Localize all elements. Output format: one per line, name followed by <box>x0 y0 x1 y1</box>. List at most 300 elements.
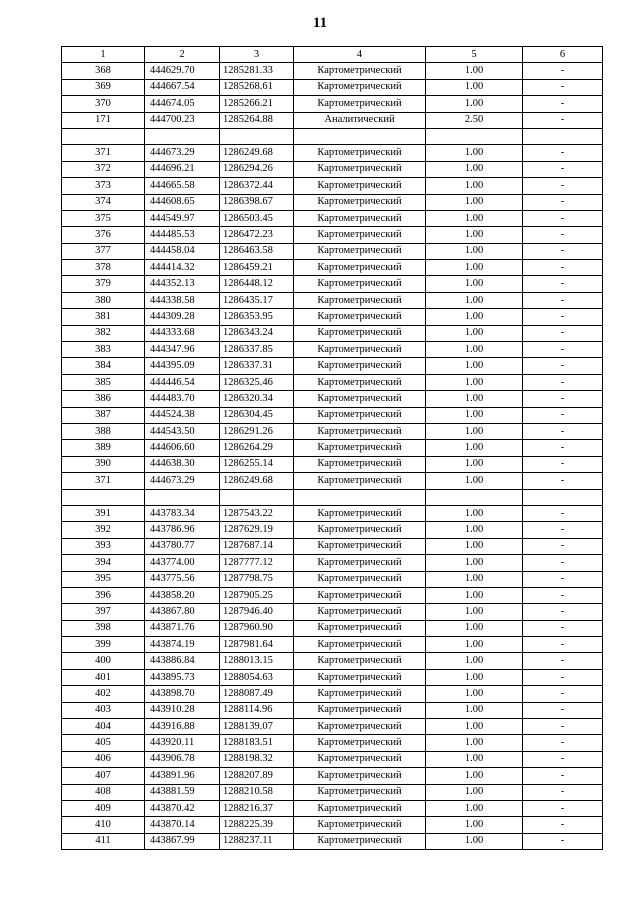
cell-accuracy: 1.00 <box>426 784 523 800</box>
cell-method: Картометрический <box>294 473 426 489</box>
cell-x-coordinate: 444673.29 <box>145 145 220 161</box>
cell-accuracy: 1.00 <box>426 604 523 620</box>
table-row <box>62 555 603 571</box>
cell-y-coordinate: 1287798.75 <box>220 571 294 587</box>
cell-point-number: 396 <box>62 587 145 603</box>
cell-accuracy: 1.00 <box>426 456 523 472</box>
cell-method: Картометрический <box>294 833 426 849</box>
cell-method: Картометрический <box>294 227 426 243</box>
table-row <box>62 473 603 489</box>
cell-accuracy: 1.00 <box>426 751 523 767</box>
table-row <box>62 784 603 800</box>
cell-note: - <box>523 79 603 95</box>
cell-y-coordinate: 1286304.45 <box>220 407 294 423</box>
cell-method: Картометрический <box>294 522 426 538</box>
cell-note: - <box>523 686 603 702</box>
cell-point-number: 395 <box>62 571 145 587</box>
cell-point-number: 381 <box>62 309 145 325</box>
cell-point-number: 373 <box>62 178 145 194</box>
cell-y-coordinate: 1286459.21 <box>220 260 294 276</box>
cell-note: - <box>523 538 603 554</box>
cell-method <box>294 128 426 144</box>
cell-method: Картометрический <box>294 571 426 587</box>
table-row <box>62 456 603 472</box>
cell-accuracy: 1.00 <box>426 342 523 358</box>
coordinates-table <box>61 46 603 850</box>
cell-method: Картометрический <box>294 374 426 390</box>
cell-note: - <box>523 309 603 325</box>
cell-point-number: 369 <box>62 79 145 95</box>
cell-method: Картометрический <box>294 587 426 603</box>
cell-accuracy: 1.00 <box>426 620 523 636</box>
table-row <box>62 210 603 226</box>
cell-x-coordinate: 443786.96 <box>145 522 220 538</box>
cell-point-number: 391 <box>62 505 145 521</box>
cell-x-coordinate: 444549.97 <box>145 210 220 226</box>
table-row <box>62 686 603 702</box>
cell-x-coordinate: 444629.70 <box>145 63 220 79</box>
cell-y-coordinate: 1286249.68 <box>220 145 294 161</box>
cell-accuracy: 1.00 <box>426 735 523 751</box>
cell-accuracy <box>426 489 523 505</box>
cell-x-coordinate: 443916.88 <box>145 719 220 735</box>
cell-x-coordinate: 444458.04 <box>145 243 220 259</box>
cell-x-coordinate: 443895.73 <box>145 669 220 685</box>
cell-y-coordinate: 1286320.34 <box>220 391 294 407</box>
table-row <box>62 227 603 243</box>
cell-point-number: 372 <box>62 161 145 177</box>
table-row <box>62 440 603 456</box>
cell-y-coordinate: 1288210.58 <box>220 784 294 800</box>
cell-point-number <box>62 489 145 505</box>
cell-accuracy: 1.00 <box>426 227 523 243</box>
table-row <box>62 620 603 636</box>
table-row <box>62 260 603 276</box>
table-row <box>62 79 603 95</box>
cell-x-coordinate: 443891.96 <box>145 768 220 784</box>
cell-x-coordinate: 444309.28 <box>145 309 220 325</box>
cell-point-number: 390 <box>62 456 145 472</box>
cell-accuracy: 1.00 <box>426 440 523 456</box>
cell-note: - <box>523 637 603 653</box>
table-row <box>62 145 603 161</box>
cell-note: - <box>523 358 603 374</box>
cell-method: Картометрический <box>294 309 426 325</box>
table-row <box>62 637 603 653</box>
cell-note: - <box>523 227 603 243</box>
table-row <box>62 735 603 751</box>
table-header-row <box>62 47 603 63</box>
table-row <box>62 833 603 849</box>
cell-y-coordinate: 1286294.26 <box>220 161 294 177</box>
cell-method: Картометрический <box>294 178 426 194</box>
cell-y-coordinate: 1288237.11 <box>220 833 294 849</box>
cell-method: Картометрический <box>294 96 426 112</box>
cell-accuracy: 1.00 <box>426 423 523 439</box>
cell-method: Картометрический <box>294 342 426 358</box>
cell-note: - <box>523 473 603 489</box>
cell-note: - <box>523 555 603 571</box>
cell-point-number: 407 <box>62 768 145 784</box>
cell-point-number: 400 <box>62 653 145 669</box>
cell-accuracy: 1.00 <box>426 276 523 292</box>
cell-point-number: 387 <box>62 407 145 423</box>
cell-y-coordinate: 1286463.58 <box>220 243 294 259</box>
cell-method: Картометрический <box>294 210 426 226</box>
cell-point-number: 404 <box>62 719 145 735</box>
cell-y-coordinate: 1288087.49 <box>220 686 294 702</box>
cell-y-coordinate: 1286337.31 <box>220 358 294 374</box>
cell-accuracy: 1.00 <box>426 653 523 669</box>
cell-note: - <box>523 719 603 735</box>
table-row <box>62 538 603 554</box>
cell-method: Картометрический <box>294 702 426 718</box>
cell-method: Картометрический <box>294 538 426 554</box>
cell-point-number: 394 <box>62 555 145 571</box>
cell-x-coordinate: 443783.34 <box>145 505 220 521</box>
cell-x-coordinate <box>145 489 220 505</box>
cell-method: Картометрический <box>294 440 426 456</box>
cell-x-coordinate: 444483.70 <box>145 391 220 407</box>
cell-point-number: 402 <box>62 686 145 702</box>
cell-y-coordinate: 1288216.37 <box>220 800 294 816</box>
cell-method: Картометрический <box>294 79 426 95</box>
cell-accuracy: 1.00 <box>426 702 523 718</box>
cell-y-coordinate: 1285281.33 <box>220 63 294 79</box>
cell-method: Картометрический <box>294 784 426 800</box>
cell-y-coordinate: 1287905.25 <box>220 587 294 603</box>
table-row <box>62 587 603 603</box>
table-row <box>62 194 603 210</box>
cell-point-number: 377 <box>62 243 145 259</box>
cell-note: - <box>523 276 603 292</box>
cell-accuracy: 1.00 <box>426 374 523 390</box>
cell-point-number: 401 <box>62 669 145 685</box>
cell-point-number: 409 <box>62 800 145 816</box>
cell-note: - <box>523 653 603 669</box>
cell-x-coordinate: 443858.20 <box>145 587 220 603</box>
cell-x-coordinate: 443871.76 <box>145 620 220 636</box>
cell-accuracy: 1.00 <box>426 473 523 489</box>
cell-y-coordinate: 1287777.12 <box>220 555 294 571</box>
cell-accuracy: 1.00 <box>426 210 523 226</box>
cell-accuracy: 1.00 <box>426 407 523 423</box>
table-row <box>62 423 603 439</box>
table-row <box>62 161 603 177</box>
cell-note: - <box>523 112 603 128</box>
cell-x-coordinate: 444485.53 <box>145 227 220 243</box>
cell-point-number: 392 <box>62 522 145 538</box>
cell-point-number: 384 <box>62 358 145 374</box>
cell-point-number: 389 <box>62 440 145 456</box>
cell-y-coordinate: 1288183.51 <box>220 735 294 751</box>
cell-method: Картометрический <box>294 325 426 341</box>
cell-note: - <box>523 440 603 456</box>
cell-x-coordinate: 444673.29 <box>145 473 220 489</box>
cell-accuracy: 1.00 <box>426 686 523 702</box>
cell-point-number: 410 <box>62 817 145 833</box>
column-header: 1 <box>62 47 145 63</box>
cell-method: Картометрический <box>294 243 426 259</box>
cell-x-coordinate: 444347.96 <box>145 342 220 358</box>
cell-y-coordinate: 1287687.14 <box>220 538 294 554</box>
cell-x-coordinate: 444543.50 <box>145 423 220 439</box>
cell-note: - <box>523 63 603 79</box>
cell-note: - <box>523 407 603 423</box>
cell-method: Картометрический <box>294 194 426 210</box>
cell-point-number: 379 <box>62 276 145 292</box>
cell-x-coordinate: 444696.21 <box>145 161 220 177</box>
cell-method: Картометрический <box>294 161 426 177</box>
cell-note: - <box>523 833 603 849</box>
table-row <box>62 653 603 669</box>
cell-method: Картометрический <box>294 620 426 636</box>
cell-point-number: 405 <box>62 735 145 751</box>
table-row <box>62 325 603 341</box>
cell-y-coordinate: 1286249.68 <box>220 473 294 489</box>
cell-point-number: 371 <box>62 473 145 489</box>
cell-note: - <box>523 342 603 358</box>
cell-x-coordinate <box>145 128 220 144</box>
column-header: 2 <box>145 47 220 63</box>
column-header: 5 <box>426 47 523 63</box>
cell-x-coordinate: 443910.28 <box>145 702 220 718</box>
cell-note: - <box>523 669 603 685</box>
cell-point-number: 406 <box>62 751 145 767</box>
cell-y-coordinate: 1286325.46 <box>220 374 294 390</box>
cell-note: - <box>523 735 603 751</box>
cell-point-number: 386 <box>62 391 145 407</box>
cell-note: - <box>523 751 603 767</box>
cell-method: Картометрический <box>294 735 426 751</box>
cell-method: Картометрический <box>294 260 426 276</box>
cell-accuracy: 1.00 <box>426 637 523 653</box>
cell-y-coordinate: 1286372.44 <box>220 178 294 194</box>
cell-accuracy: 1.00 <box>426 669 523 685</box>
cell-point-number: 383 <box>62 342 145 358</box>
cell-y-coordinate: 1288198.32 <box>220 751 294 767</box>
cell-method: Картометрический <box>294 423 426 439</box>
cell-accuracy: 1.00 <box>426 260 523 276</box>
cell-point-number: 411 <box>62 833 145 849</box>
cell-accuracy <box>426 128 523 144</box>
cell-point-number: 371 <box>62 145 145 161</box>
cell-accuracy: 1.00 <box>426 194 523 210</box>
cell-method: Аналитический <box>294 112 426 128</box>
cell-method <box>294 489 426 505</box>
table-row <box>62 243 603 259</box>
table-row <box>62 309 603 325</box>
cell-method: Картометрический <box>294 555 426 571</box>
cell-y-coordinate: 1288139.07 <box>220 719 294 735</box>
table-row-separator <box>62 128 603 144</box>
table-body <box>62 63 603 850</box>
cell-x-coordinate: 443874.19 <box>145 637 220 653</box>
cell-note <box>523 489 603 505</box>
cell-accuracy: 2.50 <box>426 112 523 128</box>
cell-note: - <box>523 145 603 161</box>
table-row <box>62 669 603 685</box>
cell-y-coordinate: 1286472.23 <box>220 227 294 243</box>
cell-point-number: 393 <box>62 538 145 554</box>
cell-note: - <box>523 587 603 603</box>
cell-y-coordinate: 1288207.89 <box>220 768 294 784</box>
cell-method: Картометрический <box>294 751 426 767</box>
cell-y-coordinate: 1286353.95 <box>220 309 294 325</box>
cell-accuracy: 1.00 <box>426 538 523 554</box>
cell-point-number: 388 <box>62 423 145 439</box>
cell-x-coordinate: 444352.13 <box>145 276 220 292</box>
cell-accuracy: 1.00 <box>426 571 523 587</box>
cell-accuracy: 1.00 <box>426 800 523 816</box>
cell-accuracy: 1.00 <box>426 768 523 784</box>
cell-y-coordinate: 1286398.67 <box>220 194 294 210</box>
page-number: 11 <box>312 15 328 31</box>
table-row <box>62 391 603 407</box>
cell-y-coordinate: 1285266.21 <box>220 96 294 112</box>
cell-note: - <box>523 423 603 439</box>
cell-x-coordinate: 444638.30 <box>145 456 220 472</box>
cell-note: - <box>523 260 603 276</box>
cell-x-coordinate: 443774.00 <box>145 555 220 571</box>
cell-accuracy: 1.00 <box>426 178 523 194</box>
cell-x-coordinate: 444700.23 <box>145 112 220 128</box>
cell-method: Картометрический <box>294 817 426 833</box>
cell-y-coordinate <box>220 128 294 144</box>
cell-accuracy: 1.00 <box>426 522 523 538</box>
cell-x-coordinate: 444446.54 <box>145 374 220 390</box>
cell-method: Картометрический <box>294 686 426 702</box>
cell-method: Картометрический <box>294 669 426 685</box>
cell-accuracy: 1.00 <box>426 79 523 95</box>
cell-point-number: 408 <box>62 784 145 800</box>
cell-y-coordinate: 1286435.17 <box>220 292 294 308</box>
cell-note: - <box>523 194 603 210</box>
cell-point-number: 397 <box>62 604 145 620</box>
cell-note: - <box>523 571 603 587</box>
column-header: 4 <box>294 47 426 63</box>
cell-note: - <box>523 178 603 194</box>
cell-accuracy: 1.00 <box>426 555 523 571</box>
cell-x-coordinate: 444665.58 <box>145 178 220 194</box>
cell-note: - <box>523 505 603 521</box>
cell-x-coordinate: 444338.58 <box>145 292 220 308</box>
column-header: 6 <box>523 47 603 63</box>
cell-x-coordinate: 444333.68 <box>145 325 220 341</box>
cell-method: Картометрический <box>294 276 426 292</box>
cell-note: - <box>523 325 603 341</box>
table-row <box>62 817 603 833</box>
cell-point-number: 375 <box>62 210 145 226</box>
cell-accuracy: 1.00 <box>426 817 523 833</box>
table-row <box>62 112 603 128</box>
cell-accuracy: 1.00 <box>426 309 523 325</box>
table-row <box>62 604 603 620</box>
cell-accuracy: 1.00 <box>426 587 523 603</box>
cell-method: Картометрический <box>294 768 426 784</box>
cell-y-coordinate: 1288225.39 <box>220 817 294 833</box>
cell-method: Картометрический <box>294 391 426 407</box>
cell-note: - <box>523 784 603 800</box>
cell-accuracy: 1.00 <box>426 833 523 849</box>
table-row <box>62 702 603 718</box>
cell-accuracy: 1.00 <box>426 63 523 79</box>
cell-accuracy: 1.00 <box>426 145 523 161</box>
cell-y-coordinate: 1287960.90 <box>220 620 294 636</box>
cell-point-number: 376 <box>62 227 145 243</box>
cell-x-coordinate: 444606.60 <box>145 440 220 456</box>
cell-accuracy: 1.00 <box>426 358 523 374</box>
cell-y-coordinate: 1286264.29 <box>220 440 294 456</box>
cell-note: - <box>523 161 603 177</box>
cell-method: Картометрический <box>294 63 426 79</box>
cell-y-coordinate: 1286337.85 <box>220 342 294 358</box>
cell-x-coordinate: 444524.38 <box>145 407 220 423</box>
table-row <box>62 276 603 292</box>
cell-point-number: 399 <box>62 637 145 653</box>
cell-point-number: 368 <box>62 63 145 79</box>
cell-point-number: 370 <box>62 96 145 112</box>
cell-accuracy: 1.00 <box>426 505 523 521</box>
cell-y-coordinate: 1286343.24 <box>220 325 294 341</box>
cell-method: Картометрический <box>294 358 426 374</box>
cell-method: Картометрический <box>294 800 426 816</box>
cell-note: - <box>523 243 603 259</box>
cell-method: Картометрический <box>294 145 426 161</box>
cell-y-coordinate: 1286255.14 <box>220 456 294 472</box>
cell-point-number <box>62 128 145 144</box>
cell-method: Картометрический <box>294 604 426 620</box>
table-row <box>62 522 603 538</box>
cell-point-number: 374 <box>62 194 145 210</box>
cell-x-coordinate: 444414.32 <box>145 260 220 276</box>
table-row <box>62 63 603 79</box>
cell-y-coordinate: 1287981.64 <box>220 637 294 653</box>
table-row-separator <box>62 489 603 505</box>
table-row <box>62 719 603 735</box>
cell-y-coordinate: 1286291.26 <box>220 423 294 439</box>
table-row <box>62 342 603 358</box>
cell-method: Картометрический <box>294 505 426 521</box>
cell-y-coordinate: 1285268.61 <box>220 79 294 95</box>
cell-x-coordinate: 443886.84 <box>145 653 220 669</box>
cell-x-coordinate: 443867.80 <box>145 604 220 620</box>
table-row <box>62 800 603 816</box>
cell-accuracy: 1.00 <box>426 325 523 341</box>
cell-point-number: 380 <box>62 292 145 308</box>
cell-accuracy: 1.00 <box>426 243 523 259</box>
cell-accuracy: 1.00 <box>426 292 523 308</box>
table-row <box>62 505 603 521</box>
cell-accuracy: 1.00 <box>426 161 523 177</box>
cell-x-coordinate: 444674.05 <box>145 96 220 112</box>
table-row <box>62 96 603 112</box>
cell-point-number: 171 <box>62 112 145 128</box>
cell-y-coordinate: 1288114.96 <box>220 702 294 718</box>
cell-method: Картометрический <box>294 637 426 653</box>
cell-x-coordinate: 443898.70 <box>145 686 220 702</box>
cell-y-coordinate: 1285264.88 <box>220 112 294 128</box>
cell-y-coordinate: 1286448.12 <box>220 276 294 292</box>
cell-note: - <box>523 604 603 620</box>
cell-point-number: 385 <box>62 374 145 390</box>
cell-y-coordinate: 1287543.22 <box>220 505 294 521</box>
cell-point-number: 382 <box>62 325 145 341</box>
cell-x-coordinate: 443920.11 <box>145 735 220 751</box>
column-header: 3 <box>220 47 294 63</box>
cell-y-coordinate: 1287946.40 <box>220 604 294 620</box>
cell-x-coordinate: 443867.99 <box>145 833 220 849</box>
